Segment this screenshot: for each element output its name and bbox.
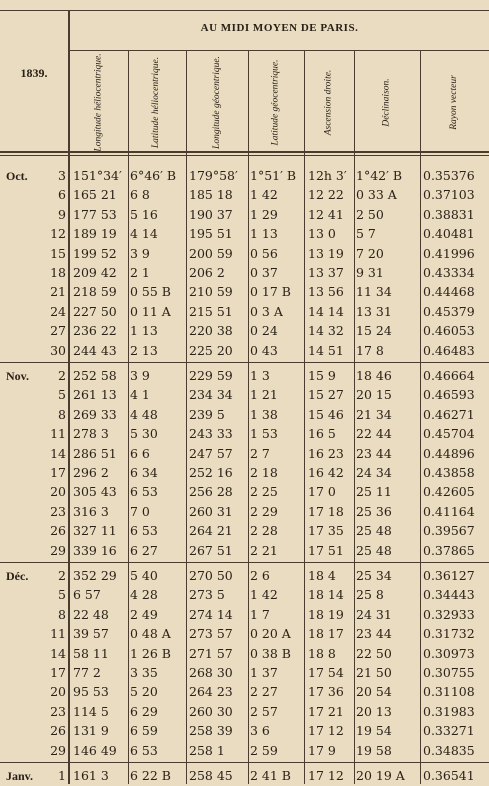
- cell-c5: 17 36: [308, 684, 344, 700]
- cell-c3: 258 1: [189, 742, 225, 758]
- cell-c7: 0.43334: [423, 265, 475, 280]
- cell-c7: 0.39567: [423, 523, 475, 539]
- cell-c5: 16 23: [308, 445, 344, 461]
- cell-c2: 4 14: [130, 226, 158, 242]
- table-row: [0, 385, 489, 405]
- cell-c5: 17 0: [308, 484, 336, 500]
- cell-c5: 17 51: [308, 542, 344, 558]
- cell-c2: 0 11 A: [130, 303, 171, 319]
- table-row: [0, 482, 489, 502]
- cell-day: 17: [50, 465, 66, 480]
- cell-c7: 0.46053: [423, 323, 475, 339]
- header-rule: [0, 151, 489, 153]
- table-row: [0, 624, 489, 644]
- cell-c2: 6 53: [130, 484, 158, 500]
- cell-day: 21: [50, 284, 66, 300]
- cell-c2: 6 8: [130, 187, 150, 203]
- cell-c5: 12 41: [308, 206, 344, 222]
- cell-c2: 6 22 B: [130, 768, 171, 783]
- cell-day: 14: [50, 645, 66, 661]
- cell-c4: 1 42: [250, 587, 278, 603]
- month-separator: [0, 762, 489, 763]
- cell-c2: 6 27: [130, 542, 158, 558]
- cell-c4: 2 21: [250, 542, 278, 558]
- cell-c1: 316 3: [73, 503, 109, 519]
- cell-c7: 0.31108: [423, 684, 475, 700]
- cell-c5: 17 12: [308, 768, 344, 783]
- cell-c1: 6 57: [73, 587, 101, 603]
- cell-day: 1: [58, 768, 66, 783]
- cell-c6: 20 19 A: [356, 768, 405, 783]
- cell-day: 23: [50, 703, 66, 719]
- cell-day: 2: [58, 368, 66, 383]
- table-row: [0, 263, 489, 283]
- cell-day: 20: [50, 484, 66, 500]
- table-row: [0, 405, 489, 425]
- cell-c1: 114 5: [73, 703, 109, 719]
- cell-c7: 0.40481: [423, 226, 475, 242]
- cell-day: 23: [50, 503, 66, 519]
- cell-c1: 146 49: [73, 742, 117, 758]
- cell-month: Nov.: [6, 369, 30, 383]
- cell-c4: 1 13: [250, 226, 278, 242]
- cell-c2: 6 53: [130, 742, 158, 758]
- cell-c3: 220 38: [189, 323, 233, 339]
- cell-c3: 215 51: [189, 303, 233, 319]
- cell-c5: 16 42: [308, 465, 344, 480]
- cell-c3: 225 20: [189, 342, 233, 358]
- cell-c1: 227 50: [73, 303, 117, 319]
- cell-c4: 2 25: [250, 484, 278, 500]
- cell-c1: 261 13: [73, 387, 117, 403]
- table-row: [0, 321, 489, 341]
- table-row: [0, 644, 489, 664]
- cell-c5: 17 35: [308, 523, 344, 539]
- cell-c6: 5 7: [356, 226, 376, 242]
- cell-c4: 2 18: [250, 465, 278, 480]
- cell-c6: 21 34: [356, 406, 392, 422]
- cell-day: 11: [50, 626, 66, 642]
- cell-c7: 0.31732: [423, 626, 475, 642]
- cell-c6: 17 8: [356, 342, 384, 358]
- cell-c6: 20 13: [356, 703, 392, 719]
- cell-c2: 6 34: [130, 465, 158, 480]
- cell-month: Oct.: [6, 169, 28, 183]
- cell-c6: 15 24: [356, 323, 392, 339]
- cell-c2: 6°46′ B: [130, 168, 177, 183]
- cell-c2: 6 6: [130, 445, 150, 461]
- cell-c5: 14 14: [308, 303, 344, 319]
- cell-c6: 25 11: [356, 484, 392, 500]
- column-header-geo-latitude: Latitude géocentrique.: [270, 58, 281, 146]
- cell-c5: 16 5: [308, 426, 336, 442]
- cell-c2: 2 13: [130, 342, 158, 358]
- cell-c6: 13 31: [356, 303, 392, 319]
- cell-day: 29: [50, 742, 66, 758]
- table-row: [0, 224, 489, 244]
- cell-c4: 1 3: [250, 368, 270, 383]
- cell-c1: 269 33: [73, 406, 117, 422]
- cell-c4: 3 6: [250, 723, 270, 739]
- cell-c4: 2 57: [250, 703, 278, 719]
- cell-day: 20: [50, 684, 66, 700]
- cell-c5: 13 37: [308, 265, 344, 280]
- cell-day: 3: [58, 168, 66, 183]
- cell-c1: 131 9: [73, 723, 109, 739]
- table-row: [0, 663, 489, 683]
- cell-c3: 252 16: [189, 465, 233, 480]
- cell-c6: 20 15: [356, 387, 392, 403]
- table-row: [0, 302, 489, 322]
- column-header-helio-latitude: Latitude héliocentrique.: [151, 56, 162, 148]
- cell-c4: 1 37: [250, 665, 278, 680]
- cell-c3: 258 39: [189, 723, 233, 739]
- cell-c5: 18 8: [308, 645, 336, 661]
- cell-c3: 264 21: [189, 523, 233, 539]
- cell-c4: 0 37: [250, 265, 278, 280]
- table-title: AU MIDI MOYEN DE PARIS.: [200, 22, 359, 34]
- cell-c3: 271 57: [189, 645, 233, 661]
- month-separator: [0, 362, 489, 363]
- table-row: [0, 721, 489, 741]
- cell-c1: 286 51: [73, 445, 117, 461]
- cell-c4: 2 7: [250, 445, 270, 461]
- cell-c1: 95 53: [73, 684, 109, 700]
- cell-c7: 0.30973: [423, 645, 475, 661]
- table-row: [0, 166, 489, 186]
- cell-day: 24: [50, 303, 66, 319]
- cell-day: 18: [50, 265, 66, 280]
- cell-day: 30: [50, 342, 66, 358]
- column-header-right-ascension: Ascension droite.: [323, 69, 334, 135]
- cell-c3: 274 14: [189, 606, 233, 622]
- cell-day: 5: [58, 587, 66, 603]
- column-header-geo-longitude: Longitude géocentrique.: [211, 55, 222, 149]
- column-header-helio-longitude: Longitude héliocentrique.: [93, 52, 104, 152]
- cell-c7: 0.34835: [423, 742, 475, 758]
- cell-c6: 7 20: [356, 245, 384, 261]
- header-rule-2: [0, 155, 489, 156]
- cell-c3: 267 51: [189, 542, 233, 558]
- cell-c1: 252 58: [73, 368, 117, 383]
- cell-c2: 3 35: [130, 665, 158, 680]
- cell-c2: 4 1: [130, 387, 150, 403]
- cell-c7: 0.46483: [423, 342, 475, 358]
- cell-c6: 24 34: [356, 465, 392, 480]
- cell-c7: 0.31983: [423, 703, 475, 719]
- cell-c5: 17 12: [308, 723, 344, 739]
- cell-c1: 278 3: [73, 426, 109, 442]
- cell-c2: 6 29: [130, 703, 158, 719]
- table-row: [0, 244, 489, 264]
- cell-c2: 1 13: [130, 323, 158, 339]
- cell-c7: 0.43858: [423, 465, 475, 480]
- cell-c1: 352 29: [73, 568, 117, 583]
- cell-c6: 9 31: [356, 265, 384, 280]
- cell-day: 17: [50, 665, 66, 680]
- cell-day: 12: [50, 226, 66, 242]
- cell-c4: 1 21: [250, 387, 278, 403]
- cell-c2: 6 59: [130, 723, 158, 739]
- table-row: [0, 366, 489, 386]
- cell-c5: 14 32: [308, 323, 344, 339]
- cell-c2: 5 20: [130, 684, 158, 700]
- cell-c3: 229 59: [189, 368, 233, 383]
- cell-c5: 17 54: [308, 665, 344, 680]
- cell-c7: 0.45379: [423, 303, 475, 319]
- cell-c3: 195 51: [189, 226, 233, 242]
- cell-c1: 151°34′: [73, 168, 122, 183]
- title-rule: [70, 50, 489, 51]
- cell-day: 29: [50, 542, 66, 558]
- cell-month: Déc.: [6, 569, 29, 583]
- cell-day: 8: [58, 406, 66, 422]
- cell-c4: 0 38 B: [250, 645, 291, 661]
- cell-c2: 7 0: [130, 503, 150, 519]
- cell-c2: 0 55 B: [130, 284, 171, 300]
- month-separator: [0, 562, 489, 563]
- cell-c1: 209 42: [73, 265, 117, 280]
- cell-day: 27: [50, 323, 66, 339]
- cell-c6: 24 31: [356, 606, 392, 622]
- cell-c2: 2 1: [130, 265, 150, 280]
- cell-c7: 0.46593: [423, 387, 475, 403]
- cell-c1: 58 11: [73, 645, 109, 661]
- cell-c1: 22 48: [73, 606, 109, 622]
- table-row: [0, 341, 489, 361]
- cell-month: Janv.: [6, 769, 34, 783]
- cell-c6: 19 54: [356, 723, 392, 739]
- cell-c7: 0.41164: [423, 503, 475, 519]
- cell-c5: 17 9: [308, 742, 336, 758]
- cell-c3: 185 18: [189, 187, 233, 203]
- top-rule: [0, 10, 489, 11]
- table-row: [0, 282, 489, 302]
- cell-c6: 25 34: [356, 568, 392, 583]
- cell-c3: 260 31: [189, 503, 233, 519]
- cell-c3: 260 30: [189, 703, 233, 719]
- column-header-declination: Déclinaison.: [381, 77, 392, 127]
- cell-c5: 13 19: [308, 245, 344, 261]
- cell-c7: 0.36541: [423, 768, 475, 783]
- cell-c1: 161 3: [73, 768, 109, 783]
- cell-c2: 4 28: [130, 587, 158, 603]
- cell-c3: 200 59: [189, 245, 233, 261]
- cell-c6: 1°42′ B: [356, 168, 403, 183]
- cell-c4: 1 53: [250, 426, 278, 442]
- cell-c1: 305 43: [73, 484, 117, 500]
- cell-c6: 25 48: [356, 523, 392, 539]
- cell-c1: 165 21: [73, 187, 117, 203]
- table-row: [0, 541, 489, 561]
- cell-c1: 327 11: [73, 523, 117, 539]
- cell-c7: 0.35376: [423, 168, 475, 183]
- cell-c2: 3 9: [130, 368, 150, 383]
- cell-c4: 1 42: [250, 187, 278, 203]
- cell-c3: 270 50: [189, 568, 233, 583]
- table-row: [0, 585, 489, 605]
- cell-c4: 2 6: [250, 568, 270, 583]
- cell-c3: 206 2: [189, 265, 225, 280]
- cell-c7: 0.33271: [423, 723, 475, 739]
- cell-c7: 0.45704: [423, 426, 475, 442]
- cell-day: 2: [58, 568, 66, 583]
- table-row: [0, 205, 489, 225]
- table-row: [0, 502, 489, 522]
- table-row: [0, 463, 489, 483]
- cell-c5: 18 19: [308, 606, 344, 622]
- cell-c5: 12 22: [308, 187, 344, 203]
- cell-c6: 0 33 A: [356, 187, 397, 203]
- cell-c1: 189 19: [73, 226, 117, 242]
- cell-c3: 179°58′: [189, 168, 238, 183]
- cell-c6: 23 44: [356, 626, 392, 642]
- cell-c1: 39 57: [73, 626, 109, 642]
- cell-c2: 1 26 B: [130, 645, 171, 661]
- cell-day: 26: [50, 723, 66, 739]
- cell-c6: 19 58: [356, 742, 392, 758]
- cell-c4: 0 20 A: [250, 626, 291, 642]
- cell-c7: 0.38831: [423, 206, 475, 222]
- cell-c3: 273 5: [189, 587, 225, 603]
- cell-c3: 210 59: [189, 284, 233, 300]
- cell-c5: 17 18: [308, 503, 344, 519]
- cell-c4: 1 29: [250, 206, 278, 222]
- cell-c2: 5 16: [130, 206, 158, 222]
- cell-c4: 0 56: [250, 245, 278, 261]
- cell-c6: 22 44: [356, 426, 392, 442]
- cell-c4: 0 3 A: [250, 303, 283, 319]
- cell-c7: 0.37103: [423, 187, 475, 203]
- cell-c3: 273 57: [189, 626, 233, 642]
- cell-c3: 268 30: [189, 665, 233, 680]
- column-header-radius-vector: Rayon vecteur: [448, 74, 459, 130]
- cell-c7: 0.30755: [423, 665, 475, 680]
- cell-c3: 234 34: [189, 387, 233, 403]
- cell-day: 6: [58, 187, 66, 203]
- cell-c2: 2 49: [130, 606, 158, 622]
- cell-c3: 256 28: [189, 484, 233, 500]
- cell-c7: 0.41996: [423, 245, 475, 261]
- cell-c5: 15 46: [308, 406, 344, 422]
- cell-c2: 5 40: [130, 568, 158, 583]
- cell-c4: 2 41 B: [250, 768, 291, 783]
- cell-c7: 0.42605: [423, 484, 475, 500]
- cell-c6: 23 44: [356, 445, 392, 461]
- table-row: [0, 521, 489, 541]
- cell-c6: 25 36: [356, 503, 392, 519]
- cell-c1: 177 53: [73, 206, 117, 222]
- cell-c5: 14 51: [308, 342, 344, 358]
- cell-c6: 22 50: [356, 645, 392, 661]
- cell-c4: 0 17 B: [250, 284, 291, 300]
- cell-c5: 17 21: [308, 703, 344, 719]
- cell-c2: 5 30: [130, 426, 158, 442]
- cell-c4: 2 27: [250, 684, 278, 700]
- cell-c4: 1 7: [250, 606, 270, 622]
- table-row: [0, 766, 489, 786]
- table-row: [0, 741, 489, 761]
- cell-c1: 236 22: [73, 323, 117, 339]
- cell-day: 15: [50, 245, 66, 261]
- cell-c1: 296 2: [73, 465, 109, 480]
- cell-c4: 2 28: [250, 523, 278, 539]
- cell-c5: 12h 3′: [308, 168, 347, 183]
- cell-c4: 2 29: [250, 503, 278, 519]
- cell-c6: 20 54: [356, 684, 392, 700]
- cell-c1: 339 16: [73, 542, 117, 558]
- cell-c1: 77 2: [73, 665, 101, 680]
- cell-c5: 15 9: [308, 368, 336, 383]
- cell-c6: 25 8: [356, 587, 384, 603]
- cell-c4: 2 59: [250, 742, 278, 758]
- cell-c5: 18 17: [308, 626, 344, 642]
- cell-c1: 218 59: [73, 284, 117, 300]
- cell-c3: 243 33: [189, 426, 233, 442]
- cell-c7: 0.44896: [423, 445, 475, 461]
- cell-c3: 264 23: [189, 684, 233, 700]
- year-label: 1839.: [20, 66, 48, 80]
- cell-c4: 1°51′ B: [250, 168, 297, 183]
- cell-c5: 18 14: [308, 587, 344, 603]
- cell-day: 11: [50, 426, 66, 442]
- cell-c5: 13 56: [308, 284, 344, 300]
- cell-c5: 13 0: [308, 226, 336, 242]
- cell-c7: 0.32933: [423, 606, 475, 622]
- cell-c7: 0.34443: [423, 587, 475, 603]
- cell-c4: 0 24: [250, 323, 278, 339]
- cell-day: 8: [58, 606, 66, 622]
- cell-c3: 247 57: [189, 445, 233, 461]
- table-row: [0, 185, 489, 205]
- cell-c5: 15 27: [308, 387, 344, 403]
- table-row: [0, 682, 489, 702]
- cell-c3: 190 37: [189, 206, 233, 222]
- cell-c6: 25 48: [356, 542, 392, 558]
- cell-c7: 0.37865: [423, 542, 475, 558]
- cell-c7: 0.46271: [423, 406, 475, 422]
- table-row: [0, 702, 489, 722]
- cell-c6: 11 34: [356, 284, 392, 300]
- table-row: [0, 424, 489, 444]
- cell-c2: 4 48: [130, 406, 158, 422]
- cell-day: 14: [50, 445, 66, 461]
- cell-day: 9: [58, 206, 66, 222]
- cell-c1: 199 52: [73, 245, 117, 261]
- cell-c7: 0.36127: [423, 568, 475, 583]
- cell-c4: 1 38: [250, 406, 278, 422]
- cell-c3: 258 45: [189, 768, 233, 783]
- cell-day: 5: [58, 387, 66, 403]
- table-row: [0, 444, 489, 464]
- cell-c5: 18 4: [308, 568, 336, 583]
- cell-c7: 0.44468: [423, 284, 475, 300]
- cell-c6: 21 50: [356, 665, 392, 680]
- cell-c3: 239 5: [189, 406, 225, 422]
- cell-c7: 0.46664: [423, 368, 475, 383]
- cell-c2: 3 9: [130, 245, 150, 261]
- cell-c6: 18 46: [356, 368, 392, 383]
- cell-c2: 6 53: [130, 523, 158, 539]
- cell-c2: 0 48 A: [130, 626, 171, 642]
- cell-c4: 0 43: [250, 342, 278, 358]
- cell-c6: 2 50: [356, 206, 384, 222]
- cell-day: 26: [50, 523, 66, 539]
- cell-c1: 244 43: [73, 342, 117, 358]
- table-row: [0, 605, 489, 625]
- table-row: [0, 566, 489, 586]
